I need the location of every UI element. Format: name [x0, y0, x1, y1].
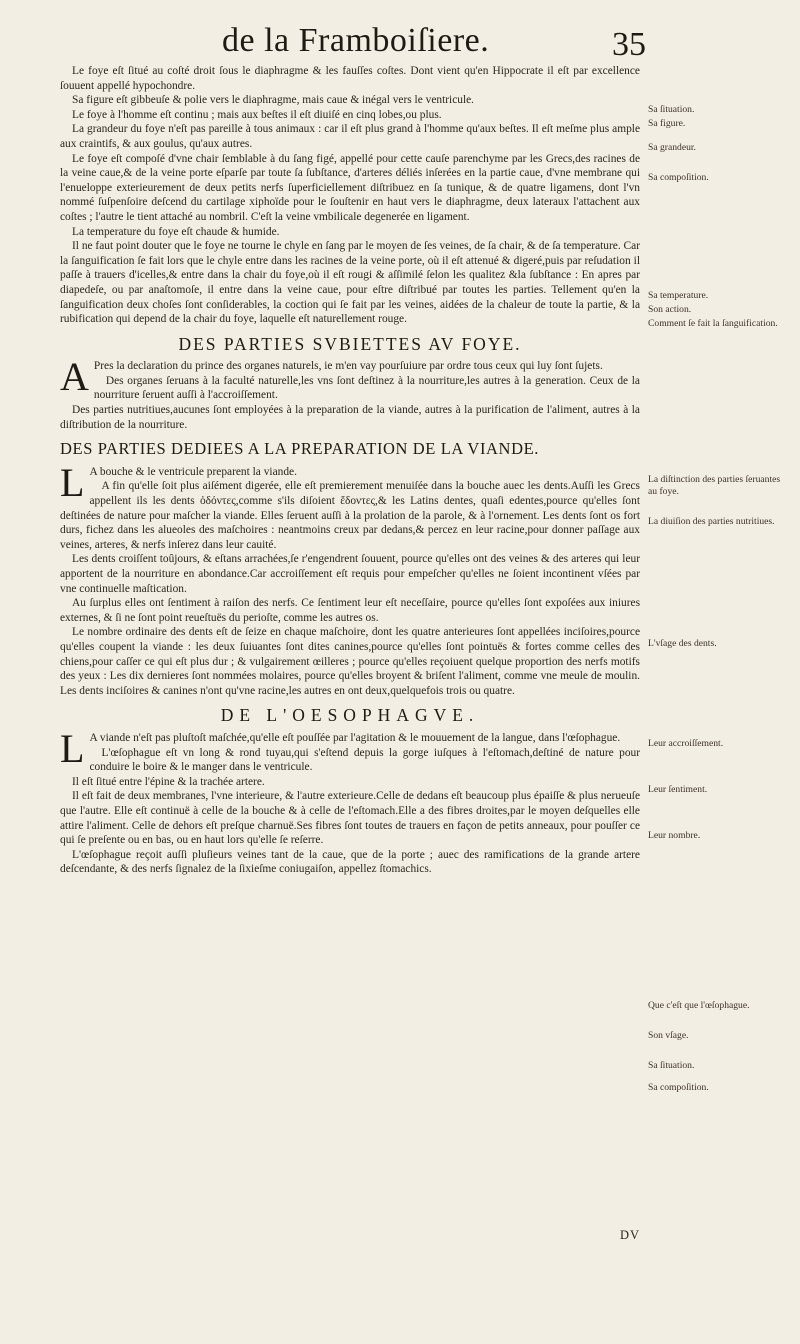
margin-note: Que c'eſt que l'œſophague. — [648, 1000, 750, 1011]
paragraph: Il eſt fait de deux membranes, l'vne interieure, & l'autre exterieure.Celle de dedans eſt beaucoup plus épaiſſe & plus nerueuſe que l'autre. Elle eſt continuë à celle de la bouche & à celle de l'eſtomach.Elle a des fibres droites,par le moyen deſquelles elle attire l'aliment. Celle de dehors eſt preſque charnuë.Ses fibres ſont toutes de trauers en façon de petits anneaux, pour pouſſer ce qui ſe preſente ou en bas, ou en haut lors qu'elle ſe reſerre. — [60, 790, 640, 847]
main-text-column — [60, 64, 640, 877]
margin-note: L'vſage des dents. — [648, 638, 717, 649]
paragraph: Le nombre ordinaire des dents eſt de ſeize en chaque maſchoire, dont les quatre anterieures ſont appellées inciſoires,pource qu'elles coupent la viande : les deux ſuiuantes ſont dites canines,pource qu'elles ſont pointuës & fortes comme celles des chiens,pour caſſer ce qui eſt plus dur ; & vulgairement œilleres ; pource qu'elles reçoiuent quelque proportion des nerfs motifs des yeux : Les dix dernieres ſont nommées molaires, pource qu'elles broyent & briſent l'aliment, comme vne meule de moulin. Les dents inciſoires & canines n'ont qu'vne racine,les autres en ont deux,quelquefois trois ou quatre. — [60, 626, 640, 697]
section-heading: DE L'OESOPHAGVE. — [220, 705, 480, 726]
paragraph: Le foye à l'homme eſt continu ; mais aux beſtes il eſt diuiſé en cinq lobes,ou plus. — [72, 108, 442, 121]
drop-cap: L — [60, 459, 85, 505]
margin-note: Sa grandeur. — [648, 142, 696, 153]
margin-note: Sa ſituation. — [648, 1060, 695, 1071]
page-number: 35 — [612, 26, 646, 63]
paragraph: A fin qu'elle ſoit plus aiſément digerée, elle eſt premierement menuiſée dans la bouche auec les dents.Auſſi les Grecs appellent ils les dents ὀδόντες,comme s'ils diſoient ἔδοντες,& les Latins dentes, quaſi edentes,pource qu'elles ſont deſtinées de nature pour maſcher la viande. Elles ſeruent auſſi à la prolation de la parole, & à l'ornement. Les dents ſont os fort durs, fichez dans les alueoles des maſchoires : neantmoins creux par dedans,& percez en leur racine,pour donner paſſage aux veines, arteres, & nerfs inſerez dans leur cauité. — [60, 480, 640, 551]
paragraph: La grandeur du foye n'eſt pas pareille à tous animaux : car il eſt plus grand à l'homme qu'aux beſtes. Il eſt meſme plus ample aux craintifs, & aux goulus, qu'aux autres. — [60, 123, 640, 150]
margin-note: Leur accroiſſement. — [648, 738, 724, 749]
paragraph: Le foye eſt compoſé d'vne chair ſemblable à du ſang figé, appellé pour cette cauſe parenchyme par les Grecs,des racines de la veine caue,& de la veine porte eſparſe par toute ſa ſubſtance, d'arteres déliés inſerées en la partie caue, d'vne membrane qui l'enueloppe exterieurement de deux petits nerfs ſuperficiellement diſtribuez en ſa tunique, & de quatre ligamens, dont l'vn nommé ſuſpenſoire deſcend du cartilage xiphoïde pour le ſouſtenir en haut vers le diaphragme, deux lateraux l'attachent aux coſtes ; l'autre le tient attaché au nombril. C'eſt la veine vmbilicale degenerée en ligament. — [60, 152, 640, 223]
margin-note: Sa figure. — [648, 118, 686, 129]
margin-note: Sa ſituation. — [648, 104, 695, 115]
paragraph: Le foye eſt ſitué au coſté droit ſous le diaphragme & les fauſſes coſtes. Dont vient qu'en Hippocrate il eſt par excellence ſouuent appellé hypochondre. — [60, 65, 640, 92]
catchword: DV — [620, 1228, 641, 1242]
paragraph: Des parties nutritiues,aucunes ſont employées à la preparation de la viande, autres à la purification de l'aliment, autres à la diſtribution de la nourriture. — [60, 404, 640, 431]
paragraph: L'œſophague eſt vn long & rond tuyau,qui s'eſtend depuis la gorge iuſques à l'eſtomach,deſtiné de nature pour conduire le boire & le manger dans le ventricule. — [89, 746, 640, 774]
drop-cap: A — [60, 354, 89, 400]
running-title: de la Framboiſiere. — [222, 22, 490, 59]
paragraph: Des organes ſeruans à la faculté naturelle,les vns ſont deſtinez à la nourriture,les autres à la generation. Ceux de la nourriture ſeruent auſſi à l'accroiſſement. — [93, 374, 640, 402]
paragraph — [60, 459, 640, 505]
paragraph-text: A viande n'eſt pas pluſtoſt maſchée,qu'elle eſt pouſſée par l'agitation & le mouuement de la langue, dans l'œſophague. — [89, 731, 621, 744]
margin-note: La diuiſion des parties nutritiues. — [648, 516, 775, 527]
paragraph-text: A bouche & le ventricule preparent la viande. — [89, 465, 297, 478]
paragraph: La temperature du foye eſt chaude & humide. — [72, 225, 280, 238]
paragraph: Sa figure eſt gibbeuſe & polie vers le diaphragme, mais caue & inégal vers le ventricule. — [72, 94, 475, 107]
margin-note: Son vſage. — [648, 1030, 689, 1041]
margin-note: Leur nombre. — [648, 830, 701, 841]
drop-cap: L — [60, 725, 85, 771]
paragraph: L'œſophague reçoit auſſi pluſieurs veines tant de la caue, que de la porte ; auec des ramifications de la grande artere deſcendante, & des nerfs ſignalez de la ſixieſme coniugaiſon, appellez ſtomachics. — [60, 848, 640, 876]
margin-note: Son action. — [648, 304, 692, 315]
margin-note: Comment ſe fait la ſanguification. — [648, 318, 778, 329]
paragraph-text: Pres la declaration du prince des organes naturels, ie m'en vay pourſuiure par ordre tous ceux qui luy ſont ſujets. — [93, 360, 603, 373]
section-heading: DES PARTIES SVBIETTES AV FOYE. — [178, 333, 522, 354]
paragraph: Au ſurplus elles ont ſentiment à raiſon des nerfs. Ce ſentiment leur eſt neceſſaire, pource qu'elles ſont expoſées aux iniures externes, & ſi ne ſont point reueſtuës du perioſte, comme les autres os. — [60, 597, 640, 624]
margin-note: Sa compoſition. — [648, 1082, 709, 1093]
paragraph: Il ne faut point douter que le foye ne tourne le chyle en ſang par le moyen de ſes veines, de ſa chair, & de ſa temperature. Car la ſanguification ſe fait lors que le chyle entre dans les racines de la veine porte, où il eſt attenué & digeré,puis par reſudation il paſſe à trauers d'icelles,& entre dans la chair du foye,où il eſt rougi & aſſimilé ſelon les qualitez &la ſubſtance : En apres par diapedeſe, ou par anaſtomoſe, il entre dans la veine caue, pour eſtre diſtribué par toutes les parties. Tellement qu'en la ſanguification deux choſes ſont conſiderables, la coction qui ſe fait par les veines, aidées de la chaleur de toute la partie, & la rubification qui depend de la chair du foye, laquelle eſt naturellement rouge. — [60, 240, 640, 326]
page-header — [0, 18, 800, 68]
margin-note: Leur ſentiment. — [648, 784, 708, 795]
section-heading: DES PARTIES DEDIEES A LA PREPARATION DE LA VIANDE. — [60, 439, 539, 459]
paragraph: Il eſt ſitué entre l'épine & la trachée artere. — [72, 775, 265, 788]
margin-note: Sa temperature. — [648, 290, 709, 301]
paragraph: Les dents croiſſent toûjours, & eſtans arrachées,ſe r'engendrent ſouuent, pource qu'elles ont des veines & des arteres qui leur apportent de la nourriture en abondance.Car accroiſſement eſt requis pour empeſcher qu'elles ne ſoient incontinent vſées par vne continuelle maſtication. — [60, 553, 640, 595]
margin-note: La diſtinction des parties ſeruantes au foye. — [648, 474, 781, 497]
margin-note: Sa compoſition. — [648, 172, 709, 183]
